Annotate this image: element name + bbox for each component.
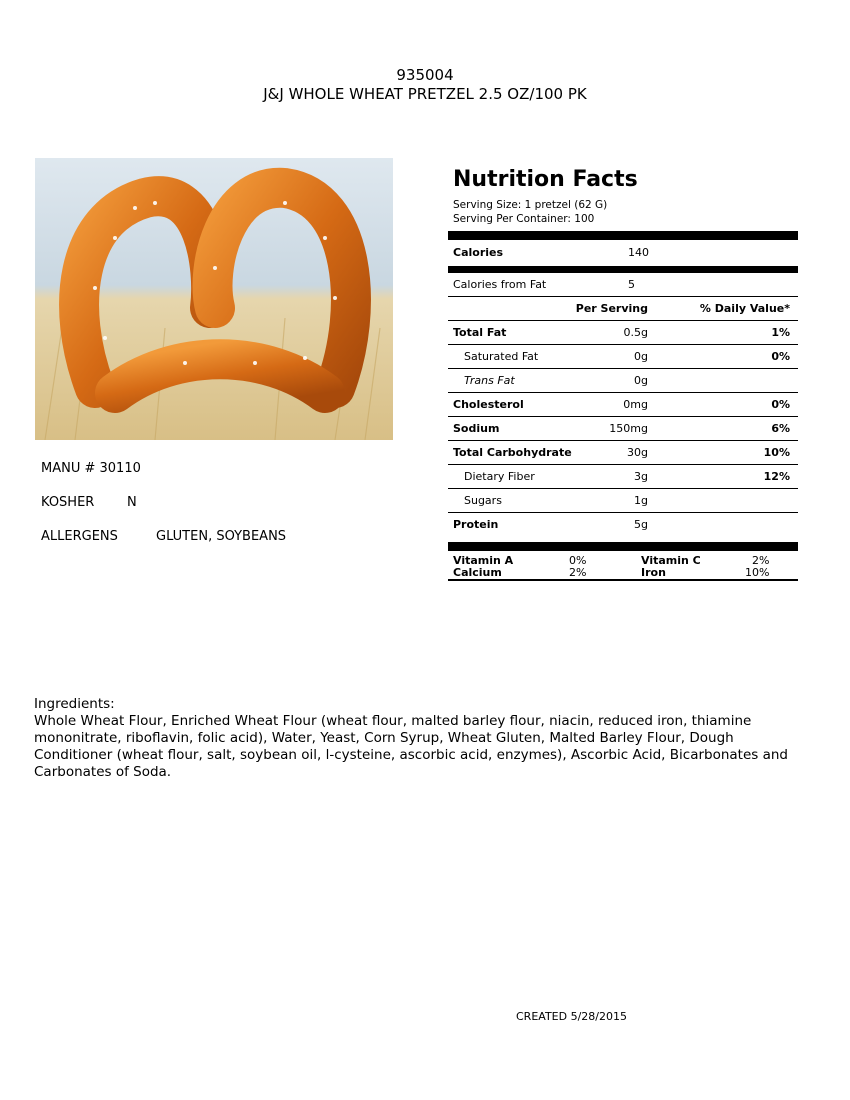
servings-per-container: Serving Per Container: 100 xyxy=(453,213,595,225)
manu-number: MANU # 30110 xyxy=(41,461,141,476)
nutrient-row xyxy=(448,513,798,536)
product-name: J&J WHOLE WHEAT PRETZEL 2.5 OZ/100 PK xyxy=(263,85,587,103)
created-date: CREATED 5/28/2015 xyxy=(516,1010,627,1023)
calcium-value: 2% xyxy=(569,566,587,579)
nutrient-name: Sodium xyxy=(453,422,500,435)
nutrient-row xyxy=(448,489,798,513)
nutrient-amount: 0mg xyxy=(623,398,648,411)
kosher-value: N xyxy=(127,495,137,510)
vitamin-c-label: Vitamin C xyxy=(641,554,701,567)
kosher-line xyxy=(41,495,137,510)
nutrient-name: Total Carbohydrate xyxy=(453,446,572,459)
calories-row xyxy=(448,240,798,267)
nutrient-row xyxy=(448,441,798,465)
divider-thick xyxy=(448,231,798,240)
nutrient-amount: 30g xyxy=(627,446,648,459)
nutrient-amount: 3g xyxy=(634,470,648,483)
nutrient-amount: 5g xyxy=(634,518,648,531)
nutrition-title: Nutrition Facts xyxy=(453,167,638,192)
nutrient-name: Dietary Fiber xyxy=(464,470,535,483)
nutrient-amount: 0g xyxy=(634,350,648,363)
item-number: 935004 xyxy=(396,66,454,84)
calories-fat-value: 5 xyxy=(628,278,635,291)
nutrient-amount: 0g xyxy=(634,374,648,387)
nutrient-name: Protein xyxy=(453,518,499,531)
nutrient-amount: 1g xyxy=(634,494,648,507)
nutrient-name: Saturated Fat xyxy=(464,350,539,363)
serving-size: Serving Size: 1 pretzel (62 G) xyxy=(453,199,608,211)
nutrition-facts-panel xyxy=(448,163,798,581)
calories-fat-row xyxy=(448,273,798,297)
allergens-label: ALLERGENS xyxy=(41,529,118,544)
nutrient-dv: 12% xyxy=(763,470,790,483)
nutrient-row xyxy=(448,417,798,441)
ingredients-label: Ingredients: xyxy=(34,696,115,712)
allergens-line xyxy=(41,529,286,544)
divider-thick xyxy=(448,542,798,551)
nutrient-dv: 6% xyxy=(771,422,790,435)
nutrient-dv: 1% xyxy=(771,326,790,339)
ingredients-section xyxy=(34,696,804,781)
nutrient-row xyxy=(448,393,798,417)
iron-label: Iron xyxy=(641,566,666,579)
vitamin-a-label: Vitamin A xyxy=(453,554,514,567)
nutrient-amount: 150mg xyxy=(609,422,648,435)
ingredients-text: Whole Wheat Flour, Enriched Wheat Flour (wheat flour, malted barley flour, niacin, reduced iron, thiamine mononitrate, riboflavin, folic acid), Water, Yeast, Corn Syrup, Wheat Gluten, Malted Barley Flour, Dough Conditioner (wheat flour, salt, soybean oil, l-cysteine, ascorbic acid, enzymes), Ascorbic Acid, Bicarbonates and Carbonates of Soda. xyxy=(34,713,789,780)
nutrient-row xyxy=(448,345,798,369)
nutrient-dv: 10% xyxy=(763,446,790,459)
nutrient-name: Trans Fat xyxy=(464,374,515,387)
nutrient-name: Total Fat xyxy=(453,326,507,339)
nutrient-name: Cholesterol xyxy=(453,398,524,411)
nutrient-row xyxy=(448,465,798,489)
nutrient-dv: 0% xyxy=(771,350,790,363)
vitamin-a-value: 0% xyxy=(569,554,587,567)
calories-fat-label: Calories from Fat xyxy=(453,278,547,291)
pretzel-photo xyxy=(35,158,393,440)
nutrient-amount: 0.5g xyxy=(623,326,648,339)
calories-value: 140 xyxy=(628,246,649,259)
vitamins-block xyxy=(448,551,798,581)
column-header-row xyxy=(448,297,798,321)
nutrient-row xyxy=(448,369,798,393)
allergens-value: GLUTEN, SOYBEANS xyxy=(156,529,287,544)
page-header xyxy=(0,66,850,104)
calories-label: Calories xyxy=(453,246,504,259)
calcium-label: Calcium xyxy=(453,566,502,579)
nutrient-row xyxy=(448,321,798,345)
nutrient-name: Sugars xyxy=(464,494,502,507)
vitamin-c-value: 2% xyxy=(752,554,770,567)
daily-value-header: % Daily Value* xyxy=(699,302,790,315)
iron-value: 10% xyxy=(745,566,770,579)
kosher-label: KOSHER xyxy=(41,495,95,510)
per-serving-header: Per Serving xyxy=(575,302,648,315)
nutrient-dv: 0% xyxy=(771,398,790,411)
